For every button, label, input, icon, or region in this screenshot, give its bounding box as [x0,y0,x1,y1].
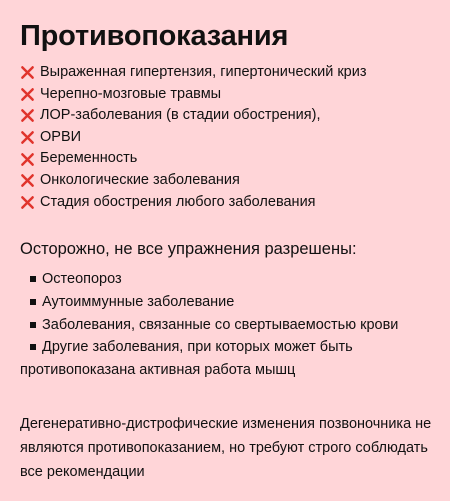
contraindication-label: ЛОР-заболевания (в стадии обострения), [40,107,321,124]
cross-icon [20,173,35,188]
caution-item-label: Аутоиммунные заболевание [42,293,235,310]
caution-item-label: Заболевания, связанные со свертываемостью крови [42,316,399,333]
page-title: Противопоказания [20,20,289,52]
caution-list [20,268,430,382]
cross-icon [20,130,35,145]
caution-item-label: Остеопороз [42,271,122,288]
cross-icon [20,108,35,123]
caution-item [20,314,430,337]
caution-item [20,291,430,314]
contraindication-item [20,127,450,149]
contraindication-label: Онкологические заболевания [40,171,240,188]
square-bullet-icon [30,322,36,328]
cross-icon [20,65,35,80]
contraindication-item [20,84,450,106]
caution-item [20,336,430,381]
contraindication-label: ОРВИ [40,128,82,145]
cross-icon [20,87,35,102]
contraindications-list [20,62,450,213]
contraindication-label: Беременность [40,150,138,167]
caution-item [20,268,430,291]
contraindication-label: Выраженная гипертензия, гипертонический криз [40,64,367,80]
cross-icon [20,152,35,167]
contraindication-item [20,105,450,127]
caution-heading: Осторожно, не все упражнения разрешены: [20,240,357,259]
contraindication-item [20,192,450,214]
square-bullet-icon [30,276,36,282]
contraindication-label: Черепно-мозговые травмы [40,85,222,102]
square-bullet-icon [30,344,36,350]
contraindication-label: Стадия обострения любого заболевания [40,193,316,210]
contraindication-item [20,170,450,192]
cross-icon [20,195,35,210]
contraindication-item [20,148,450,170]
contraindication-item [20,62,450,84]
caution-item-label: Другие заболевания, при которых может быть противопоказана активная работа мышц [20,339,353,378]
square-bullet-icon [30,299,36,305]
note-paragraph: Дегенеративно-дистрофические изменения позвоночника не являются противопоказанием, но требуют строго соблюдать все рекомендации [20,415,432,480]
